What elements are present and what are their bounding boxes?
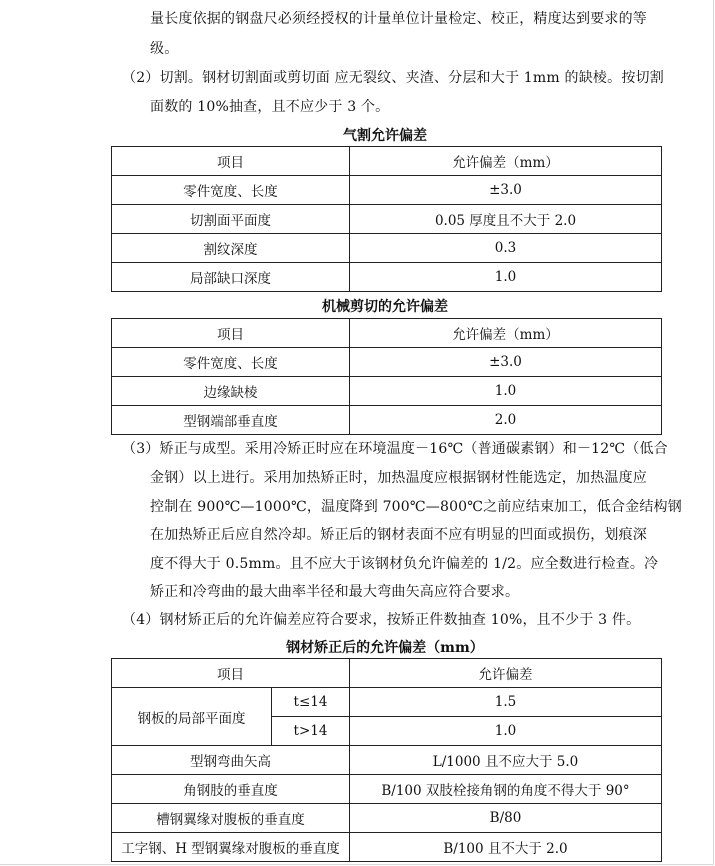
header-cell: 允许偏差 [350, 659, 662, 688]
value-cell: 0.3 [350, 234, 662, 263]
paragraph-3-line: 度不得大于 0.5mm。且不应大于该钢材负允许偏差的 1/2。应全数进行检查。冷 [150, 556, 659, 572]
value-cell: 2.0 [350, 406, 662, 435]
table-row [112, 176, 662, 205]
value-cell: ±3.0 [350, 348, 662, 377]
paragraph-3-line: 矫正和冷弯曲的最大曲率半径和最大弯曲矢高应符合要求。 [150, 584, 520, 600]
condition-cell: t≤14 [272, 688, 350, 717]
table-row [112, 234, 662, 263]
paragraph-3-line: 金钢）以上进行。采用加热矫正时，加热温度应根据钢材性能选定，加热温度应 [150, 470, 647, 486]
table-row [112, 348, 662, 377]
header-cell: 项目 [112, 659, 350, 688]
header-cell: 允许偏差（mm） [350, 147, 662, 176]
value-cell: B/80 [350, 804, 662, 833]
value-cell: B/100 且不大于 2.0 [350, 833, 662, 862]
item-cell: 切割面平面度 [112, 205, 350, 234]
value-cell: 1.0 [350, 377, 662, 406]
body-text-line: 级。 [150, 41, 179, 57]
straightening-tolerance-table [111, 658, 662, 862]
value-cell: B/100 双肢栓接角钢的角度不得大于 90° [350, 775, 662, 804]
header-cell: 允许偏差（mm） [350, 319, 662, 348]
header-cell: 项目 [112, 319, 350, 348]
table-row [112, 833, 662, 862]
item-cell: 槽钢翼缘对腹板的垂直度 [112, 804, 350, 833]
value-cell: 1.5 [350, 688, 662, 717]
paragraph-4-line: （4）钢材矫正后的允许偏差应符合要求，按矫正件数抽查 10%，且不少于 3 件。 [122, 612, 641, 628]
value-cell: ±3.0 [350, 176, 662, 205]
mechanical-shearing-tolerance-table [111, 318, 662, 435]
paragraph-2-line: 面数的 10%抽查，且不应少于 3 个。 [150, 99, 390, 115]
paragraph-2-line: （2）切割。钢材切割面或剪切面 应无裂纹、夹渣、分层和大于 1mm 的缺棱。按切割 [122, 70, 664, 86]
item-cell: 零件宽度、长度 [112, 348, 350, 377]
table-caption: 气割允许偏差 [343, 128, 427, 144]
table-header-row [112, 659, 662, 688]
table-row [112, 804, 662, 833]
header-cell: 项目 [112, 147, 350, 176]
table-row [112, 377, 662, 406]
item-cell: 角钢肢的垂直度 [112, 775, 350, 804]
table-row [112, 263, 662, 292]
condition-cell: t>14 [272, 717, 350, 746]
item-cell: 工字钢、H 型钢翼缘对腹板的垂直度 [112, 833, 350, 862]
table-row [112, 775, 662, 804]
paragraph-3-line: 在加热矫正后应自然冷却。矫正后的钢材表面不应有明显的凹面或损伤，划痕深 [150, 527, 647, 543]
table-header-row [112, 147, 662, 176]
item-cell: 边缘缺棱 [112, 377, 350, 406]
table-row [112, 746, 662, 775]
item-cell: 局部缺口深度 [112, 263, 350, 292]
table-row [112, 205, 662, 234]
value-cell: 0.05 厚度且不大于 2.0 [350, 205, 662, 234]
body-text-line: 量长度依据的钢盘尺必须经授权的计量单位计量检定、校正，精度达到要求的等 [150, 11, 647, 27]
value-cell: L/1000 且不应大于 5.0 [350, 746, 662, 775]
table-caption: 钢材矫正后的允许偏差（mm） [286, 640, 484, 656]
item-cell: 割纹深度 [112, 234, 350, 263]
table-row [112, 688, 662, 717]
group-item-cell: 钢板的局部平面度 [112, 688, 272, 746]
table-row [112, 406, 662, 435]
value-cell: 1.0 [350, 263, 662, 292]
gas-cutting-tolerance-table [111, 146, 662, 292]
paragraph-3-line: （3）矫正与成型。采用冷矫正时应在环境温度－16℃（普通碳素钢）和－12℃（低合 [122, 441, 668, 457]
table-header-row [112, 319, 662, 348]
table-caption: 机械剪切的允许偏差 [322, 299, 448, 315]
paragraph-3-line: 控制在 900℃—1000℃，温度降到 700℃—800℃之前应结束加工，低合金结构钢 [150, 499, 682, 515]
value-cell: 1.0 [350, 717, 662, 746]
item-cell: 零件宽度、长度 [112, 176, 350, 205]
item-cell: 型钢弯曲矢高 [112, 746, 350, 775]
item-cell: 型钢端部垂直度 [112, 406, 350, 435]
